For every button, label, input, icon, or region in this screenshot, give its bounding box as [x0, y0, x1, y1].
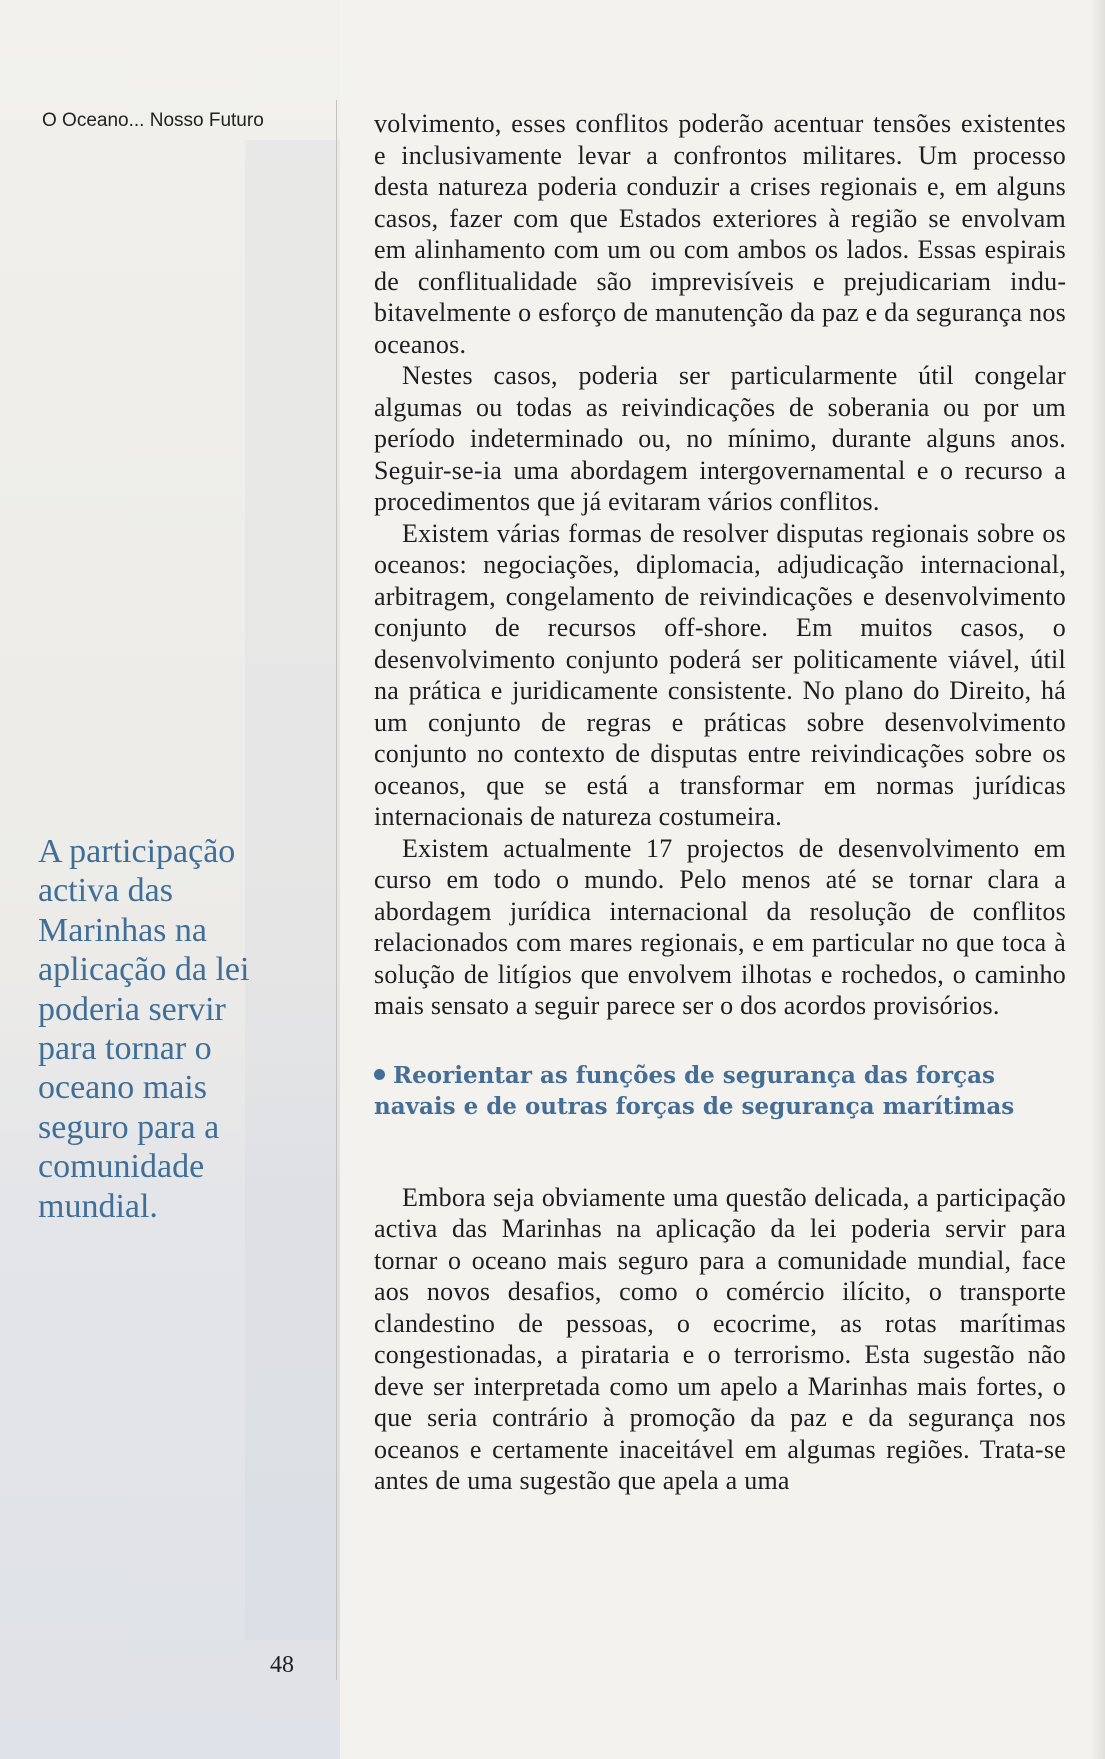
- page-edge-shadow: [1091, 0, 1105, 1759]
- pull-quote-line: activa das: [38, 872, 173, 910]
- pull-quote: [38, 832, 328, 1226]
- pull-quote-line: oceano mais: [38, 1069, 207, 1107]
- body-paragraph: Existem várias formas de resolver disputas regionais sobre os oceanos: negociações, diplomacia, adjudicação internacional, arbitragem, congelamento de reivindicações e desenvolvimento conjunto de recursos off-shore. Em muitos casos, o desenvolvimento conjunto poderá ser politicamente viável, útil na prática e juridicamente consistente. No plano do Direito, há um conjunto de regras e práticas sobre desenvolvimento conjunto no contexto de disputas entre reivindicações sobre os oceanos, que se está a transformar em normas jurídicas internacionais de natureza costumeira.: [374, 518, 1066, 831]
- pull-quote-line: seguro para a: [38, 1108, 220, 1146]
- section-heading: [374, 1060, 1066, 1122]
- page-number: 48: [270, 1652, 294, 1678]
- pull-quote-line: aplicação da lei: [38, 951, 250, 989]
- running-header: O Oceano... Nosso Futuro: [42, 110, 264, 131]
- main-text-column: [374, 108, 1066, 1497]
- body-paragraph: Existem actualmente 17 projectos de desenvolvimento em curso em todo o mundo. Pelo menos até se tornar clara a abordagem jurídica internacional da resolução de conflitos relacionados com mares regionais, e em particular no que toca à solução de litígios que envolvem ilhotas e rochedos, o caminho mais sensato a seguir parece ser o dos acordos provisórios.: [374, 833, 1066, 1020]
- body-paragraph: volvimento, esses conflitos poderão acentuar tensões existentes e inclusivamente levar a confrontos militares. Um processo desta natureza poderia conduzir a crises regionais e, em alguns casos, fazer com que Estados exteriores à região se envolvam em alinhamento com um ou com ambos os lados. Essas espirais de conflitualidade são imprevisíveis e prejudicariam indubitavelmente o esforço de manutenção da paz e da segurança nos oceanos.: [374, 109, 1066, 359]
- pull-quote-line: Marinhas na: [38, 911, 208, 949]
- pull-quote-line: poderia servir: [38, 990, 226, 1028]
- body-paragraph: Nestes casos, poderia ser particularmente útil congelar algumas ou todas as reivindicações de soberania ou por um período indeterminado ou, no mínimo, durante alguns anos. Seguir-se-ia uma abordagem intergovernamental e o recurso a procedimentos que já evitaram vários conflitos.: [374, 361, 1066, 516]
- body-paragraph: Embora seja obviamente uma questão delicada, a participação activa das Marinhas na aplicação da lei poderia servir para tornar o oceano mais seguro para a comunidade mundial, face aos novos desafios, como o comércio ilícito, o transporte clandestino de pessoas, o ecocrime, as rotas marítimas congestionadas, a pirataria e o terrorismo. Esta sugestão não deve ser interpretada como um apelo a Marinhas mais fortes, o que seria contrário à promoção da paz e da segurança nos oceanos e certamente inaceitável em algumas regiões. Trata-se antes de uma sugestão que apela a uma: [374, 1182, 1066, 1495]
- pull-quote-line: comunidade: [38, 1148, 205, 1186]
- pull-quote-line: A participação: [38, 833, 236, 870]
- pull-quote-line: para tornar o: [38, 1030, 212, 1068]
- column-divider: [336, 100, 337, 1680]
- section-heading-text: Reorientar as funções de segurança das forças navais e de outras forças de segurança marítimas: [374, 1061, 1015, 1120]
- pull-quote-line: mundial.: [38, 1187, 158, 1225]
- bullet-icon: [374, 1069, 385, 1080]
